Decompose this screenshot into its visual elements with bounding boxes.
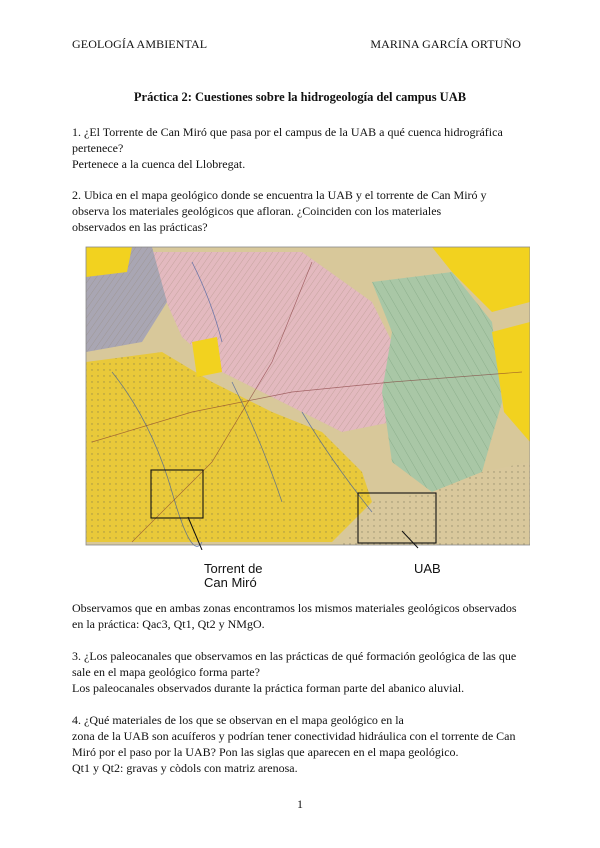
question-2-line-2: observa los materiales geológicos que afloran. ¿Coinciden con los materiales: [72, 204, 442, 218]
question-1: [72, 124, 532, 172]
header-left: GEOLOGÍA AMBIENTAL: [72, 37, 208, 51]
question-2-line-1: 2. Ubica en el mapa geológico donde se encuentra la UAB y el torrente de Can Miró y: [72, 188, 487, 202]
question-2-line-3: observados en las prácticas?: [72, 220, 208, 234]
answer-4: Qt1 y Qt2: gravas y còdols con matriz arenosa.: [72, 761, 298, 775]
question-4-line-2: zona de la UAB son acuíferos y podrían tener conectividad hidráulica con el torrente de Can: [72, 729, 516, 743]
question-4-line-3: Miró por el paso por la UAB? Pon las siglas que aparecen en el mapa geológico.: [72, 745, 459, 759]
label-torrent-line-2: Can Miró: [204, 575, 257, 590]
question-4: [72, 712, 532, 776]
answer-2: [72, 600, 532, 632]
question-3: [72, 648, 532, 696]
header-right: MARINA GARCÍA ORTUÑO: [370, 37, 521, 51]
question-3-line-1: 3. ¿Los paleocanales que observamos en las prácticas de qué formación geológica de las que: [72, 649, 517, 663]
question-2: [72, 187, 532, 235]
question-1-line-1: 1. ¿El Torrente de Can Miró que pasa por el campus de la UAB a qué cuenca hidrográfica: [72, 125, 503, 139]
question-4-line-1: 4. ¿Qué materiales de los que se observan en el mapa geológico en la: [72, 713, 404, 727]
answer-3: Los paleocanales observados durante la práctica forman parte del abanico aluvial.: [72, 681, 465, 695]
label-torrent-can-miro: [204, 562, 263, 590]
answer-2-line-1: Observamos que en ambas zonas encontramos los mismos materiales geológicos observados: [72, 601, 517, 615]
question-3-line-2: sale en el mapa geológico forma parte?: [72, 665, 260, 679]
map-patch-yellow-center: [192, 337, 222, 377]
answer-2-line-2: en la práctica: Qac3, Qt1, Qt2 y NMgO.: [72, 617, 265, 631]
page-title: Práctica 2: Cuestiones sobre la hidrogeología del campus UAB: [133, 90, 467, 104]
question-1-line-2: pertenece?: [72, 141, 124, 155]
label-torrent-line-1: Torrent de: [204, 561, 263, 576]
geological-map: [72, 242, 530, 550]
label-uab: UAB: [414, 561, 441, 576]
page-number: 1: [297, 797, 303, 811]
answer-1: Pertenece a la cuenca del Llobregat.: [72, 157, 246, 171]
